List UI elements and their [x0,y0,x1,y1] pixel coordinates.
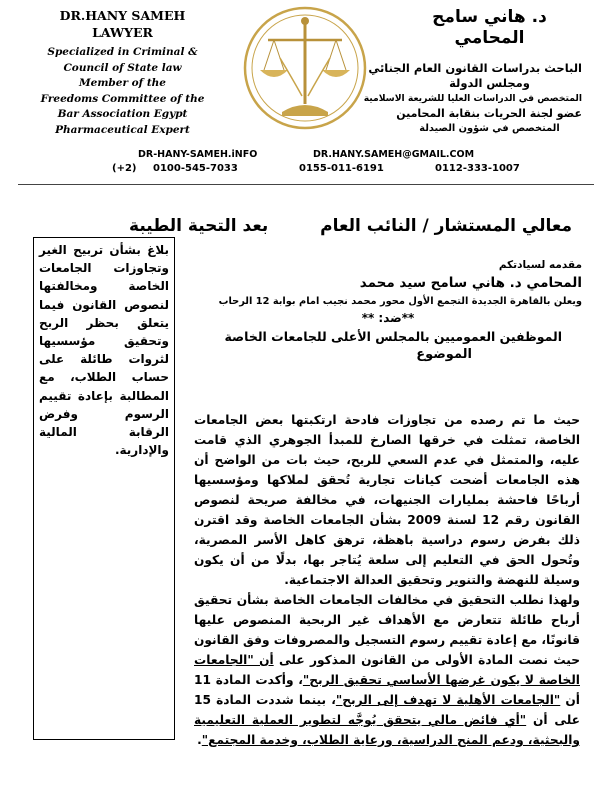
spec-line: Council of State law [63,61,182,74]
salutation-greeting: بعد التحية الطيبة [129,216,269,236]
body-paragraph-1: حيث ما تم رصده من تجاوزات فادحة ارتكبتها بعض الجامعات الخاصة، تمثلت في خرقها الصارخ للمبدأ الجوهري الذي قامت عليه، والمتمثل في عدم السعي للربح، حيث بات من الواضح أن هذه الجامعات أضحت كيانات تجارية تُحقق لملاكها ومؤسسيها أرباحًا فاحشة بمليارات الجنيهات، في مخالفة صريحة لنصوص القانون رقم 12 لسنة 2009 بشأن الجامعات الخاصة وقد اقترن ذلك بفرض رسوم دراسية باهظة، ترهق كاهل الأسر المصرية، وتُحول الحق في التعليم إلى سلعة يُتاجر بها، بدلًا من أن يكون وسيلة للنهضة والتنوير وتحقيق العدالة الاجتماعية. [194,413,580,587]
spec-line: Specialized in Criminal & [47,46,198,58]
salutation-addressee: معالي المستشار / النائب العام [320,216,572,236]
complaint-summary-box: بلاغ بشأن تربيح الغير وتجاوزات الجامعات الخاصة ومخالفتها لنصوص القانون فيما يتعلق بحظر الربح وتحقيق مؤسسيها لثروات طائلة على حساب الطلاب، مع المطالبة بإعادة تقييم الرسوم وفرض الرقابة المالية والإدارية. [33,237,175,740]
para2-end: . [197,733,202,747]
para2-text: ، وأكدت المادة 11 أن [194,673,580,707]
phone-3: 0112-333-1007 [435,163,520,174]
phone-2: 0155-011-6191 [299,163,384,174]
ar-spec-line: المتخصص في شؤون الصيدلة [419,123,560,134]
ar-spec-line: عضو لجنة الحريات بنقابة المحامين [396,107,582,120]
lawyer-title-ar: المحامي [454,28,525,48]
lawyer-title-en: LAWYER [92,25,153,40]
respondent: الموظفين العموميين بالمجلس الأعلى للجامعات الخاصة [224,329,562,344]
email[interactable]: DR.HANY.SAMEH@GMAIL.COM [313,149,475,160]
scales-of-justice-seal-icon [242,4,368,132]
lawyer-name: المحامي د. هاني سامح سيد محمد [359,275,582,291]
english-name-block [30,7,215,41]
spec-line: Member of the [79,77,166,89]
against-label: **ضد: ** [361,311,415,325]
quote-article-1: أن "الجامعات الخاصة لا يكون غرضها الأساسي تحقيق الربح" [194,653,580,687]
phone-1: 0100-545-7033 [153,163,238,174]
para2-text: ولهذا نطلب التحقيق في مخالفات الجامعات الخاصة بشأن تحقيق أرباح طائلة تتعارض مع الأهداف غير الربحية المنصوص عليها قانونًا، مع إعادة تقييم رسوم التسجيل والمصروفات وفق القانون حيث نصت المادة الأولى من القانون المذكور على [194,593,580,667]
website[interactable]: DR-HANY-SAMEH.iNFO [138,149,258,160]
subject-heading: الموضوع [416,347,472,362]
complaint-body [194,410,580,750]
header-divider [18,184,594,185]
country-code: (+2) [112,163,137,174]
salutation [129,216,572,236]
spec-line: Bar Association Egypt [57,108,188,120]
submitted-by-label: مقدمه لسيادتكم [498,259,582,271]
english-specialization-block [30,45,215,138]
ar-spec-line: المتخصص في الدراسات العليا للشريعة الاسلامية [363,93,582,104]
arabic-specialization-block [363,61,582,136]
address: ويعلن بالقاهرة الجديدة التجمع الأول محور محمد نجيب امام بوابة 12 الرحاب [218,296,582,307]
ar-spec-line: الباحث بدراسات القانون العام الجنائي [368,61,582,75]
ar-spec-line: ومجلس الدولة [449,76,530,90]
quote-article-15: "أي فائض مالي يتحقق يُوجَّه لتطوير العملية التعليمية والبحثية، ودعم المنح الدراسية، ورعاية الطلاب، وخدمة المجتمع" [194,713,580,747]
lawyer-name-en: DR.HANY SAMEH [59,8,186,23]
para2-text: ، بينما شددت المادة 15 على أن [194,693,580,727]
spec-line: Pharmaceutical Expert [55,123,190,136]
lawyer-name-ar: د. هاني سامح [432,7,547,27]
complaint-intro [194,257,582,364]
arabic-name-block [397,7,582,49]
spec-line: Freedoms Committee of the [40,92,205,105]
body-paragraph-2 [194,590,580,750]
quote-article-11: "الجامعات الأهلية لا تهدف إلى الربح" [335,693,561,707]
